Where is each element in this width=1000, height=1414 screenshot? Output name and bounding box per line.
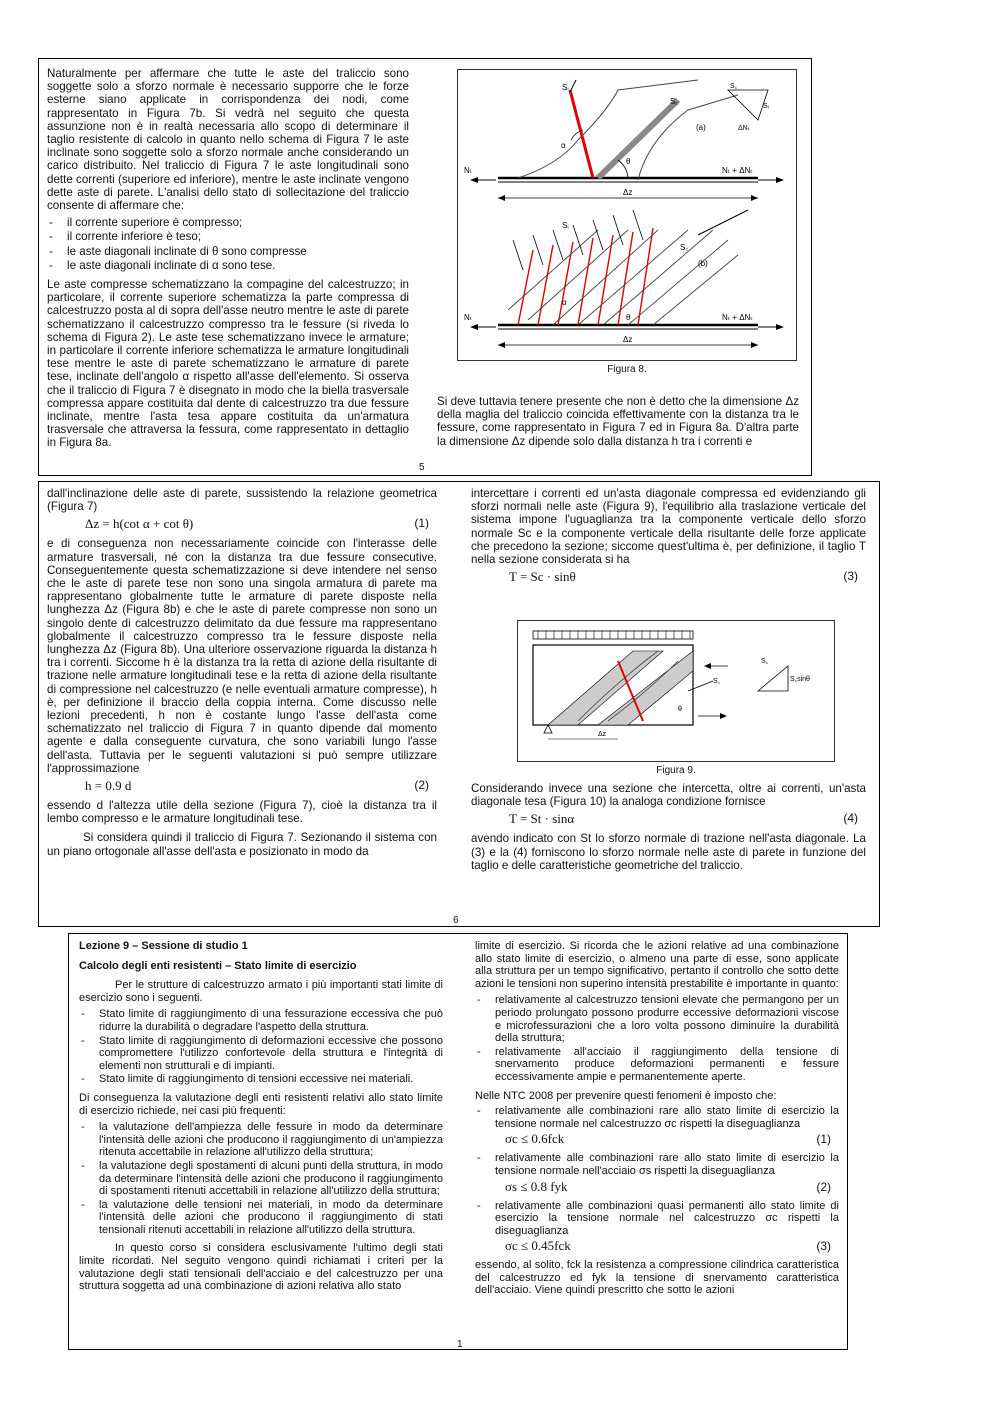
list-item: - le aste diagonali inclinate di α sono tese.	[47, 259, 409, 272]
page1-condition-2	[475, 1152, 839, 1177]
page-1	[68, 933, 848, 1350]
page-6	[38, 481, 880, 927]
figure-8-drawing	[458, 70, 796, 360]
figure-9-drawing	[518, 621, 834, 761]
page6-right-column	[471, 487, 866, 590]
list-item: - la valutazione degli spostamenti di alcuni punti della struttura, in modo da determinare l'intensità delle azioni che producono il raggiungimento di spostamenti ritenuti accettabili in relazione all'utilizzo della struttura;	[79, 1160, 443, 1198]
page6-paragraph-3: essendo d l'altezza utile della sezione (Figura 7), cioè la distanza tra il lembo compresso e le armature longitudinali tese.	[47, 799, 437, 826]
page5-bullet-list	[47, 216, 409, 272]
inequality-2-number: (2)	[816, 1179, 831, 1194]
equation-4-formula: T = St · sinα	[509, 811, 575, 827]
page1-right-paragraph-2: Nelle NTC 2008 per prevenire questi fenomeni è imposto che:	[475, 1089, 777, 1102]
page6-paragraph-4: Si considera quindi il traliccio di Figura 7. Sezionando il sistema con un piano ortogonale all'asse dell'asta e posizionato in modo da	[47, 831, 437, 858]
page1-bullet-list-3	[475, 994, 839, 1083]
list-item: - il corrente inferiore è teso;	[47, 230, 409, 243]
page1-condition-1	[475, 1105, 839, 1130]
fig8-label-theta-b: θ	[626, 313, 631, 322]
fig9-tri-sc-sin: S꜀sinθ	[790, 676, 810, 683]
equation-4	[471, 812, 866, 828]
inequality-1-number: (1)	[816, 1132, 831, 1147]
figure-9-caption: Figura 9.	[656, 765, 696, 776]
list-item: - relativamente al calcestruzzo tensioni elevate che permangono per un periodo prolungato possono produrre eccessive deformazioni viscose e microfessurazioni che a loro volta possono diminuire la durabilità della struttura;	[475, 994, 839, 1044]
inequality-1	[475, 1133, 839, 1149]
fig8-tri-sc: S꜀	[730, 83, 738, 90]
fig9-tri-sc: S꜀	[761, 658, 769, 665]
fig8-label-sc-a: S꜀	[670, 97, 679, 106]
list-item: - Stato limite di raggiungimento di una fessurazione eccessiva che può ridurre la durabilità o degradare l'aspetto della struttura.	[79, 1008, 443, 1033]
figure-8-caption: Figura 8.	[607, 364, 647, 375]
inequality-2	[475, 1178, 839, 1197]
inequality-3-number: (3)	[816, 1239, 831, 1254]
fig8-label-sc-b: S꜀	[680, 243, 689, 252]
page1-paragraph-3: In questo corso si considera esclusivamente l'ultimo degli stati limite ricordati. Nel seguito vengono quindi richiamati i criteri per la valutazione degli stati tensionali dell'acciaio e del calcestruzzo per una struttura soggetta ad una combinazione di azioni relativa allo stato	[79, 1242, 443, 1293]
page6-right-column-lower	[471, 782, 866, 875]
equation-2-formula: h = 0.9 d	[85, 778, 132, 794]
page-number: 1	[457, 1339, 463, 1350]
page1-bullet-list-1	[79, 1008, 443, 1086]
page5-right-paragraph: Si deve tuttavia tenere presente che non è detto che la dimensione Δz della maglia del traliccio coincida effettivamente con la distanza tra le fessure, come rappresentato in Figura 7 ed in Figura 8a. D'altra parte la dimensione Δz dipende solo dalla distanza h tra i correnti e	[437, 395, 799, 448]
page-number: 6	[453, 915, 459, 926]
list-item: - la valutazione dell'ampiezza delle fessure in modo da determinare l'intensità delle azioni che producono il raggiungimento di un'ampiezza ritenuta accettabile in relazione all'utilizzo della struttura;	[79, 1121, 443, 1159]
equation-1-formula: Δz = h(cot α + cot θ)	[85, 516, 194, 532]
list-item: - relativamente alle combinazioni rare allo stato limite di esercizio la tensione normale nell'acciaio σs rispetti la diseguaglianza	[475, 1152, 839, 1177]
page5-paragraph-2: Le aste compresse schematizzano la compagine del calcestruzzo; in particolare, il corrente superiore schematizza la parte compressa di calcestruzzo posta al di sopra dell'asse neutro mentre le aste di parete schematizzano il calcestruzzo compresso tra le fessure (si riveda lo schema di Figura 2). Le aste tese schematizzano invece le armature; in particolare il corrente inferiore schematizza le armature longitudinali tese mentre le aste di parete schematizzano le armature di parete tese, inclinate dell'angolo α rispetto all'asse dell'elemento. Si osserva che il traliccio di Figura 7 è disegnato in modo che la biella trasversale compressa appare costituita dal dente di calcestruzzo tra due fessure inclinate, mentre l'asta tesa appare costituita da un'armatura trasversale che attraversa la fessura, come rappresentato in dettaglio in Figura 8a.	[47, 278, 409, 450]
equation-3	[471, 570, 866, 586]
equation-3-number: (3)	[843, 569, 858, 584]
fig8-tri-si: Sᵢ	[763, 103, 769, 110]
fig8-label-nt-b: Nₜ	[464, 313, 473, 322]
fig8-label-theta-a: θ	[626, 157, 631, 166]
equation-4-number: (4)	[843, 811, 858, 826]
page6-right-paragraph-3: avendo indicato con St lo sforzo normale di trazione nell'asta diagonale. La (3) e la (4) forniscono lo sforzo normale nelle aste di parete in funzione del taglio e delle caratteristiche geometriche del traliccio.	[471, 832, 866, 872]
equation-1	[47, 517, 437, 533]
list-item: - relativamente alle combinazioni rare allo stato limite di esercizio la tensione normale nel calcestruzzo σc rispetti la diseguaglianza	[475, 1105, 839, 1130]
page6-right-paragraph-1: intercettare i correnti ed un'asta diagonale compressa ed evidenziando gli sforzi normali nelle aste (Figura 9), l'equilibrio alla traslazione verticale del sistema impone l'uguaglianza tra la componente verticale dello sforzo normale Sc e la componente verticale della risultante delle forze applicate che precedono la sezione; siccome quest'ultima è, per definizione, il taglio T nella sezione considerata si ha	[471, 487, 866, 567]
inequality-3	[475, 1240, 839, 1256]
equation-2-number: (2)	[414, 778, 429, 793]
inequality-2-formula: σs ≤ 0.8 fyk	[505, 1178, 568, 1194]
page6-paragraph-1: dall'inclinazione delle aste di parete, sussistendo la relazione geometrica (Figura 7)	[47, 487, 437, 514]
inequality-1-formula: σc ≤ 0.6fck	[505, 1131, 565, 1147]
page1-left-column	[79, 940, 443, 1296]
page1-bullet-list-2	[79, 1121, 443, 1236]
page1-right-paragraph-3: essendo, al solito, fck la resistenza a compressione cilindrica caratteristica del calcestruzzo ed fyk la tensione di snervamento caratteristica dell'acciaio. Viene quindi prescritto che sotto le azioni	[475, 1259, 839, 1297]
list-item: - Stato limite di raggiungimento di tensioni eccessive nei materiali.	[79, 1073, 443, 1086]
equation-3-formula: T = Sc · sinθ	[509, 569, 576, 585]
fig8-label-si-b: Sᵢ	[562, 221, 569, 230]
fig8-tri-dnt: ΔNₜ	[738, 125, 750, 132]
page1-condition-3	[475, 1200, 839, 1238]
page1-right-column	[475, 940, 839, 1300]
page1-right-paragraph-1: limite di esercizio. Si ricorda che le azioni relative ad una combinazione allo stato limite di esercizio, o almeno una parte di esse, sono applicate alla struttura per un tempo significativo, pertanto il controllo che sotto dette azioni le tensioni non superino intensità prestabilite è importante in quanto:	[475, 940, 839, 990]
list-item: - relativamente all'acciaio il raggiungimento della tensione di snervamento produce deformazioni permanenti e fessure eccessivamente ampie e permanentemente aperte.	[475, 1046, 839, 1084]
fig8-label-nt-dn-b: Nₜ + ΔNₜ	[722, 313, 753, 322]
list-item: - relativamente alle combinazioni quasi permanenti allo stato limite di esercizio la tensione normale nel calcestruzzo σc rispetti la diseguaglianza	[475, 1200, 839, 1238]
page1-subtitle: Calcolo degli enti resistenti – Stato limite di esercizio	[79, 959, 357, 972]
page1-paragraph-2: Di conseguenza la valutazione degli enti resistenti relativi allo stato limite di esercizio richiede, nei casi più frequenti:	[79, 1091, 443, 1117]
page1-paragraph-1: Per le strutture di calcestruzzo armato i più importanti stati limite di esercizio sono i seguenti.	[79, 979, 443, 1004]
figure-9	[517, 620, 835, 762]
page6-paragraph-2: e di conseguenza non necessariamente coincide con l'interasse delle armature trasversali, né con la distanza tra due fessure consecutive. Conseguentemente questa schematizzazione si deve intendere nel senso che le aste di parete tese non sono una singola armatura di parete ma rappresentano globalmente tutte le armature di parete disposte nella lunghezza Δz (Figura 8b) e che le aste di parete compresse non sono un singolo dente di calcestruzzo delimitato da due fessure ma rappresentano globalmente il calcestruzzo compresso tra le fessure disposte nella lunghezza Δz (Figura 8b). Una ulteriore osservazione riguarda la distanza h tra i correnti. Siccome h è la distanza tra la retta di azione della risultante di trazione nelle armature longitudinali tese e la retta di azione della risultante di compressione nel calcestruzzo (e nelle eventuali armature compresse), h è, per definizione il braccio della coppia interna. Come discusso nelle lezioni precedenti, h non è costante lungo l'asse dell'asta come schematizzato nel traliccio di Figura 7 in quanto dipende dal momento agente e dalla conseguente curvatura, che sono variabili lungo l'asse dell'asta. Tuttavia per le seguenti valutazioni si può sempre utilizzare l'approssimazione	[47, 537, 437, 775]
fig8-label-alpha-b: α	[562, 298, 567, 307]
fig9-label-dz: Δz	[598, 731, 607, 738]
fig8-label-a: (a)	[696, 123, 706, 132]
page6-right-paragraph-2: Considerando invece una sezione che intercetta, oltre ai correnti, un'asta diagonale tesa (Figura 10) la analoga condizione fornisce	[471, 782, 866, 809]
fig8-label-b: (b)	[698, 259, 708, 268]
fig9-label-theta: θ	[678, 706, 682, 713]
figure-8	[457, 69, 797, 361]
page5-left-column	[47, 67, 409, 453]
fig9-label-sc: S꜀	[713, 678, 721, 685]
page1-title: Lezione 9 – Sessione di studio 1	[79, 940, 248, 952]
equation-2	[47, 779, 437, 795]
page6-left-column	[47, 487, 437, 861]
list-item: - il corrente superiore è compresso;	[47, 216, 409, 229]
page-number: 5	[419, 462, 425, 473]
fig8-label-dz-a: Δz	[623, 188, 633, 197]
list-item: - le aste diagonali inclinate di θ sono compresse	[47, 245, 409, 258]
page5-paragraph-1: Naturalmente per affermare che tutte le aste del traliccio sono soggette solo a sforzo normale è necessario supporre che le forze esterne siano applicate in corrispondenza dei nodi, come rappresentato in Figura 7b. Si vedrà nel seguito che questa assunzione non è in realtà necessaria allo scopo di determinare il taglio resistente di calcolo in quanto nello schema di Figura 7 le aste inclinate sono soggette solo a sforzo normale anche considerando un carico distribuito. Nel traliccio di Figura 7 le aste longitudinali sono dette correnti (superiore ed inferiore), mentre le aste inclinate vengono dette aste di parete. L'analisi dello stato di sollecitazione del traliccio consente di affermare che:	[47, 67, 409, 213]
page-5	[38, 58, 812, 476]
fig8-label-si-a: Sᵢ	[562, 83, 569, 92]
fig8-label-dz-b: Δz	[623, 335, 633, 344]
equation-1-number: (1)	[414, 516, 429, 531]
list-item: - Stato limite di raggiungimento di deformazioni eccessive che possono compromettere l'utilizzo confortevole della struttura e l'integrità di elementi non strutturali e di impianti.	[79, 1035, 443, 1073]
inequality-3-formula: σc ≤ 0.45fck	[505, 1238, 571, 1254]
fig8-label-alpha-a: α	[561, 141, 566, 150]
fig8-label-nt-a: Nₜ	[464, 166, 473, 175]
list-item: - la valutazione delle tensioni nei materiali, in modo da determinare l'intensità delle azioni che producono il raggiungimento di stati tensionali ritenuti accettabili in relazione all'utilizzo della struttura.	[79, 1199, 443, 1237]
fig8-label-nt-dn-a: Nₜ + ΔNₜ	[722, 166, 753, 175]
